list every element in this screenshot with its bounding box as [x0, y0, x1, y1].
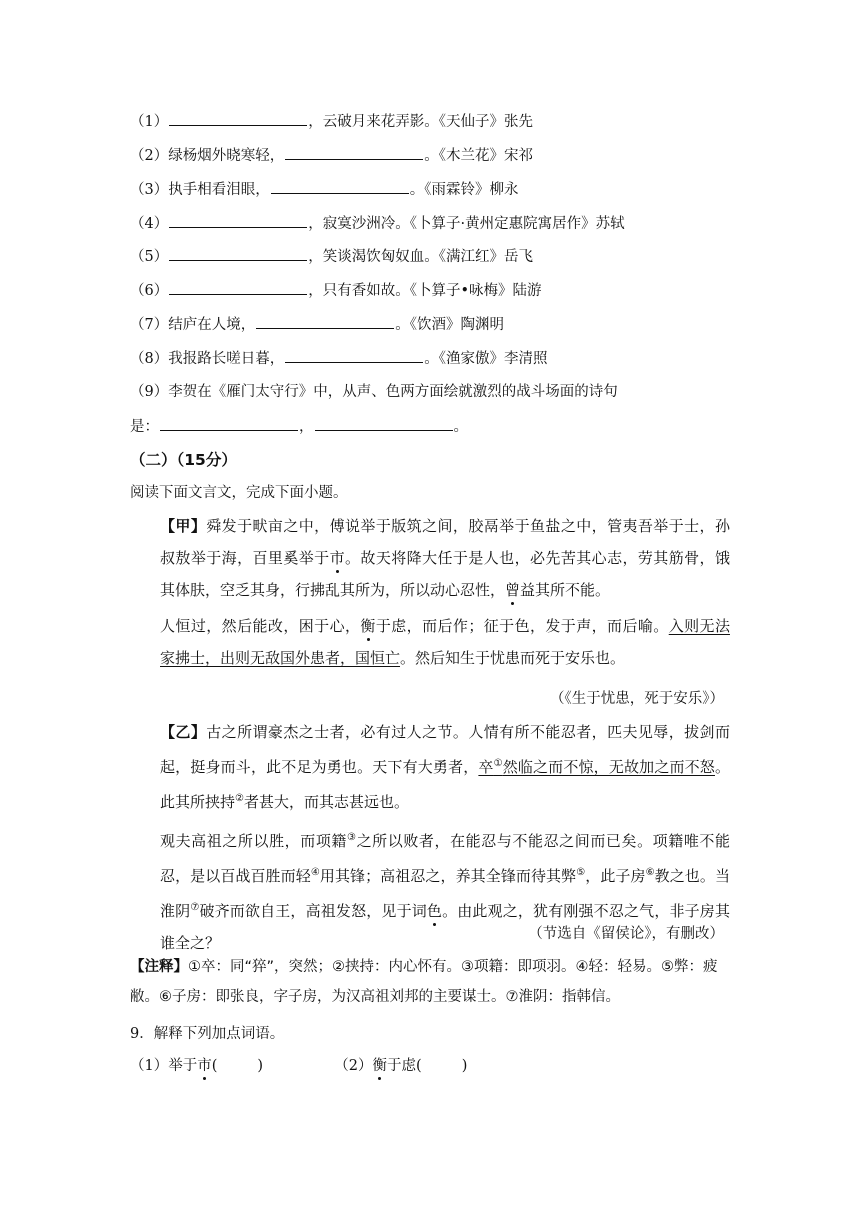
question-text: （2）	[334, 1058, 373, 1074]
footnote-marker: ⑤	[576, 867, 586, 878]
passage-label: 【甲】	[160, 517, 207, 535]
jia-paragraph-1	[130, 510, 730, 606]
poem-text: 绿杨烟外晓寒轻，	[168, 148, 285, 164]
passage-text: 。故天将降大任于是人也，必先苦其心志，劳其筋骨，饿其体肤，空乏其身，行拂乱其所为，所以动心忍性，	[160, 549, 730, 599]
question-9-items	[130, 1056, 467, 1076]
question-number: （2）	[130, 148, 169, 164]
jia-source: （《生于忧患，死于安乐》）	[550, 691, 724, 707]
poem-text: ，只有香如故。《卜算子•咏梅》陆游	[308, 283, 542, 299]
dotted-word: 衡	[360, 617, 376, 635]
dotted-word: 市	[197, 1058, 212, 1074]
answer-blank[interactable]	[285, 145, 423, 160]
footnote-marker: ③	[347, 832, 357, 843]
answer-blank[interactable]	[285, 348, 423, 363]
poem-line-8	[130, 348, 547, 369]
passage-text: 。然后知生于忧患而死于安乐也。	[400, 649, 626, 667]
notes-label: 【注释】	[130, 959, 188, 975]
passage-text: 者甚大，而其志甚远也。	[243, 793, 409, 811]
poem-line-7	[130, 314, 504, 335]
passage-text: ，此子房	[585, 867, 646, 885]
passage-text: 。 此其所挟持	[160, 758, 730, 811]
poem-line-4	[130, 213, 625, 234]
dotted-word: 色	[426, 902, 443, 920]
poem-text: 。《饮酒》陶渊明	[395, 317, 504, 333]
footnote-marker: ④	[310, 867, 320, 878]
poem-line-3	[130, 179, 518, 200]
poem-line-1	[130, 111, 533, 132]
question-number: （3）	[130, 182, 169, 198]
answer-blank[interactable]	[315, 416, 453, 431]
poem-text: 执手相看泪眼，	[168, 182, 270, 198]
dotted-word: 市	[329, 549, 345, 567]
poem-line-9-answer	[130, 416, 468, 437]
passage-text: 用其锋；高祖忍之，养其全锋而待其弊	[319, 867, 577, 885]
section-instruction: 阅读下面文言文，完成下面小题。	[130, 485, 348, 501]
dotted-word: 衡	[372, 1058, 388, 1074]
notes-text: ①卒：同“猝”，突然；②挟持：内心怀有。③项籍：即项羽。④轻：轻易。⑤弊：疲敝。⑥子房：即张良，字子房，为汉高祖刘邦的主要谋士。⑦淮阴：指韩信。	[130, 959, 718, 1005]
passage-text: 教之也。当淮阴	[160, 867, 730, 920]
poem-line-6	[130, 280, 542, 301]
question-number: （8）	[130, 351, 169, 367]
question-text: 是：	[130, 419, 159, 435]
poem-line-9	[130, 382, 618, 402]
poem-text: ，云破月来花弄影。《天仙子》张先	[308, 114, 533, 130]
passage-text: 。由此观之，犹有刚强不忍之气，非子房其谁全之？	[160, 902, 730, 952]
passage-text: 舜发于畎亩之中，傅说举于版筑之间，胶鬲举于鱼盐之中，管夷吾举于士，孙叔敖举于海，百里奚举于	[160, 517, 730, 567]
question-text: （1）举于	[130, 1058, 198, 1074]
answer-blank[interactable]	[256, 314, 394, 329]
passage-jia	[130, 510, 730, 674]
poem-line-5	[130, 246, 533, 267]
footnote-marker: ⑥	[645, 867, 655, 878]
passage-label: 【乙】	[160, 723, 207, 741]
poem-text: ，寂寞沙洲冷。《卜算子·黄州定惠院寓居作》苏轼	[308, 216, 625, 232]
section-title: （二）（15分）	[130, 451, 237, 469]
underlined-sentence: 入则无法家拂士，出则无敌国外患者，国恒亡	[160, 617, 730, 667]
answer-blank[interactable]	[169, 213, 307, 228]
passage-text: 益其所不能。	[520, 581, 611, 599]
annotation-notes	[130, 952, 730, 1012]
question-number: （5）	[130, 249, 169, 265]
yi-paragraph-1	[130, 716, 730, 818]
footnote-marker: ②	[235, 793, 244, 804]
underlined-text: 然临之而不惊，无故加之而不怒	[502, 758, 715, 776]
punctuation: ，	[299, 419, 314, 435]
question-number: （7）	[130, 317, 169, 333]
punctuation: 。	[453, 419, 468, 435]
passage-text: 观夫高祖之所以胜，而项籍	[160, 832, 348, 850]
poem-text: ，笑谈渴饮匈奴血。《满江红》岳飞	[308, 249, 533, 265]
dotted-word: 曾	[505, 581, 521, 599]
footnote-marker: ①	[493, 758, 503, 769]
poem-text: 。《雨霖铃》柳永	[409, 182, 519, 198]
passage-text: 之所以败者，在能忍与不能忍之间而已矣。项籍唯不能忍，是以百战百胜而轻	[160, 832, 730, 885]
answer-blank[interactable]	[169, 246, 307, 261]
answer-blank[interactable]	[169, 111, 307, 126]
paren-close: )	[257, 1058, 264, 1074]
answer-blank[interactable]	[169, 280, 307, 295]
poem-text: 结庐在人境，	[168, 317, 256, 333]
paren-open: (	[211, 1058, 218, 1074]
passage-text: 破齐而欲自王，高祖发怒，见于词	[199, 902, 427, 920]
poem-text: 。《木兰花》宋祁	[424, 148, 533, 164]
poem-line-2	[130, 145, 533, 166]
passage-text: 古之所谓豪杰之士者，必有过人之节。人情有所不能忍者，匹夫见辱，拔剑而起，挺身而斗，此不足为勇也。天下有大勇者，	[160, 723, 730, 776]
paren-close: )	[461, 1058, 468, 1074]
question-9-title: 9．解释下列加点词语。	[130, 1026, 285, 1042]
yi-source: （节选自《留侯论》，有删改）	[528, 926, 724, 942]
question-number: （6）	[130, 283, 169, 299]
question-text: （9）李贺在《雁门太守行》中，从声、色两方面绘就激烈的战斗场面的诗句	[130, 384, 618, 400]
underlined-sentence	[478, 758, 715, 776]
underlined-text: 卒	[478, 758, 494, 776]
answer-blank[interactable]	[271, 179, 409, 194]
question-number: （1）	[130, 114, 169, 130]
answer-blank[interactable]	[160, 416, 298, 431]
passage-text: 人恒过，然后能改，困于心，	[160, 617, 361, 635]
question-number: （4）	[130, 216, 169, 232]
poem-text: 。《渔家傲》李清照	[424, 351, 548, 367]
question-text: 于虑(	[387, 1058, 422, 1074]
footnote-marker: ⑦	[190, 902, 200, 913]
poem-text: 我报路长嗟日暮，	[168, 351, 285, 367]
jia-paragraph-2	[130, 610, 730, 674]
passage-text: 于虑，而后作；征于色，发于声，而后喻。	[375, 617, 669, 635]
